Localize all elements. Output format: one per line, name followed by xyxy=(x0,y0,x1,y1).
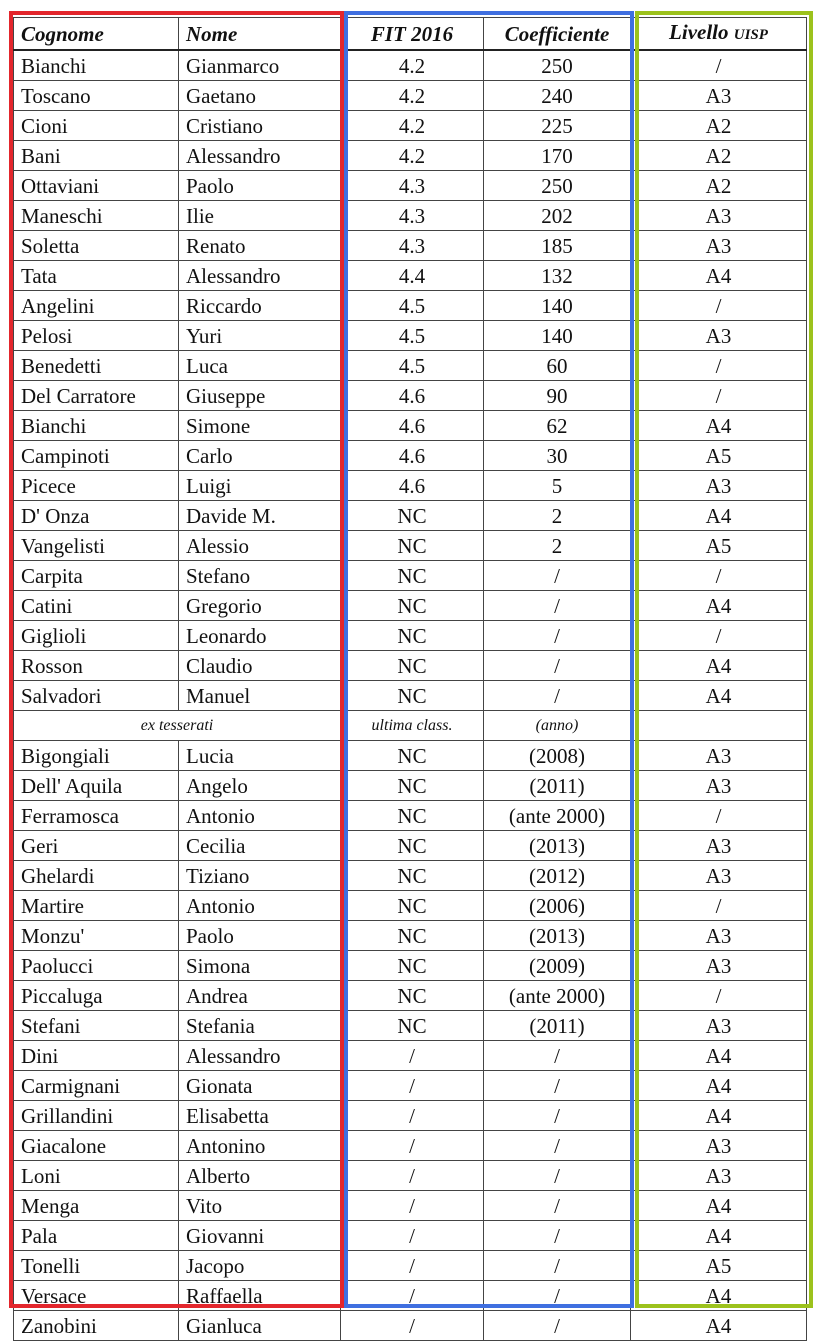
cell-fit: 4.3 xyxy=(341,171,484,201)
cell-cognome: Carpita xyxy=(14,561,179,591)
cell-livello: A2 xyxy=(631,111,807,141)
cell-fit: 4.5 xyxy=(341,291,484,321)
cell-fit: 4.3 xyxy=(341,231,484,261)
cell-cognome: Cioni xyxy=(14,111,179,141)
table-row xyxy=(14,1071,807,1101)
cell-livello: A4 xyxy=(631,411,807,441)
separator-livello xyxy=(631,711,807,741)
cell-nome: Elisabetta xyxy=(179,1101,341,1131)
cell-nome: Gionata xyxy=(179,1071,341,1101)
table-row xyxy=(14,171,807,201)
table-row xyxy=(14,1131,807,1161)
cell-fit: NC xyxy=(341,531,484,561)
table-row xyxy=(14,1101,807,1131)
cell-livello: / xyxy=(631,351,807,381)
cell-fit: 4.6 xyxy=(341,441,484,471)
cell-fit: 4.3 xyxy=(341,201,484,231)
cell-cognome: Bianchi xyxy=(14,50,179,81)
header-nome: Nome xyxy=(179,18,341,51)
cell-livello: / xyxy=(631,891,807,921)
cell-coefficiente: (2012) xyxy=(484,861,631,891)
cell-nome: Alessio xyxy=(179,531,341,561)
cell-nome: Giovanni xyxy=(179,1221,341,1251)
cell-fit: 4.6 xyxy=(341,471,484,501)
cell-coefficiente: / xyxy=(484,1161,631,1191)
table-row xyxy=(14,351,807,381)
cell-livello: / xyxy=(631,801,807,831)
cell-coefficiente: 170 xyxy=(484,141,631,171)
cell-coefficiente: 90 xyxy=(484,381,631,411)
table-row xyxy=(14,501,807,531)
cell-livello: A3 xyxy=(631,861,807,891)
cell-fit: / xyxy=(341,1311,484,1341)
cell-fit: NC xyxy=(341,981,484,1011)
cell-fit: / xyxy=(341,1131,484,1161)
cell-livello: A4 xyxy=(631,261,807,291)
cell-fit: / xyxy=(341,1191,484,1221)
cell-coefficiente: (ante 2000) xyxy=(484,981,631,1011)
cell-fit: NC xyxy=(341,1011,484,1041)
cell-nome: Cecilia xyxy=(179,831,341,861)
cell-coefficiente: 185 xyxy=(484,231,631,261)
table-row xyxy=(14,291,807,321)
table-row xyxy=(14,111,807,141)
cell-fit: 4.2 xyxy=(341,50,484,81)
cell-nome: Yuri xyxy=(179,321,341,351)
cell-livello: A3 xyxy=(631,951,807,981)
cell-livello: A4 xyxy=(631,591,807,621)
cell-fit: 4.6 xyxy=(341,411,484,441)
cell-livello: A4 xyxy=(631,1191,807,1221)
cell-cognome: Pelosi xyxy=(14,321,179,351)
cell-fit: NC xyxy=(341,741,484,771)
table-row xyxy=(14,1041,807,1071)
table-row xyxy=(14,681,807,711)
cell-livello: A3 xyxy=(631,771,807,801)
cell-coefficiente: / xyxy=(484,1221,631,1251)
cell-nome: Alberto xyxy=(179,1161,341,1191)
cell-cognome: Paolucci xyxy=(14,951,179,981)
cell-nome: Andrea xyxy=(179,981,341,1011)
cell-cognome: Del Carratore xyxy=(14,381,179,411)
cell-cognome: Loni xyxy=(14,1161,179,1191)
cell-fit: / xyxy=(341,1281,484,1311)
header-livello-uisp: UISP xyxy=(733,27,768,43)
cell-livello: A3 xyxy=(631,201,807,231)
table-row xyxy=(14,1221,807,1251)
cell-nome: Tiziano xyxy=(179,861,341,891)
cell-nome: Paolo xyxy=(179,921,341,951)
header-row xyxy=(14,18,807,51)
cell-cognome: Stefani xyxy=(14,1011,179,1041)
cell-nome: Ilie xyxy=(179,201,341,231)
table-row xyxy=(14,861,807,891)
cell-cognome: D' Onza xyxy=(14,501,179,531)
cell-fit: NC xyxy=(341,561,484,591)
cell-nome: Angelo xyxy=(179,771,341,801)
cell-livello: A4 xyxy=(631,681,807,711)
table-row xyxy=(14,261,807,291)
former-members xyxy=(14,741,807,1341)
table-row xyxy=(14,741,807,771)
cell-livello: A5 xyxy=(631,531,807,561)
separator-label: ex tesserati xyxy=(14,711,341,741)
cell-fit: NC xyxy=(341,861,484,891)
cell-fit: NC xyxy=(341,501,484,531)
table-row xyxy=(14,951,807,981)
header-livello-label: Livello xyxy=(669,20,729,44)
cell-cognome: Campinoti xyxy=(14,441,179,471)
cell-coefficiente: / xyxy=(484,621,631,651)
cell-livello: A4 xyxy=(631,1311,807,1341)
cell-fit: 4.5 xyxy=(341,321,484,351)
cell-livello: A4 xyxy=(631,1071,807,1101)
cell-livello: A4 xyxy=(631,501,807,531)
cell-cognome: Grillandini xyxy=(14,1101,179,1131)
cell-livello: / xyxy=(631,561,807,591)
cell-cognome: Rosson xyxy=(14,651,179,681)
cell-coefficiente: 250 xyxy=(484,171,631,201)
cell-livello: A5 xyxy=(631,441,807,471)
cell-coefficiente: / xyxy=(484,1131,631,1161)
table-row xyxy=(14,1311,807,1341)
cell-cognome: Zanobini xyxy=(14,1311,179,1341)
table-row xyxy=(14,141,807,171)
cell-cognome: Tonelli xyxy=(14,1251,179,1281)
cell-livello: A3 xyxy=(631,1131,807,1161)
cell-nome: Giuseppe xyxy=(179,381,341,411)
cell-coefficiente: 140 xyxy=(484,321,631,351)
table-row xyxy=(14,921,807,951)
cell-fit: NC xyxy=(341,831,484,861)
cell-cognome: Vangelisti xyxy=(14,531,179,561)
separator-section xyxy=(14,711,807,741)
cell-livello: A2 xyxy=(631,171,807,201)
cell-nome: Antonino xyxy=(179,1131,341,1161)
cell-fit: / xyxy=(341,1101,484,1131)
table-row xyxy=(14,471,807,501)
cell-coefficiente: 62 xyxy=(484,411,631,441)
cell-livello: A3 xyxy=(631,1161,807,1191)
cell-cognome: Dini xyxy=(14,1041,179,1071)
cell-fit: NC xyxy=(341,891,484,921)
table-row xyxy=(14,1011,807,1041)
cell-cognome: Ferramosca xyxy=(14,801,179,831)
cell-coefficiente: 240 xyxy=(484,81,631,111)
cell-cognome: Piccaluga xyxy=(14,981,179,1011)
cell-nome: Renato xyxy=(179,231,341,261)
cell-fit: NC xyxy=(341,951,484,981)
cell-fit: / xyxy=(341,1251,484,1281)
cell-fit: 4.4 xyxy=(341,261,484,291)
table-row xyxy=(14,81,807,111)
cell-coefficiente: / xyxy=(484,1281,631,1311)
cell-nome: Claudio xyxy=(179,651,341,681)
cell-coefficiente: / xyxy=(484,681,631,711)
table-row xyxy=(14,891,807,921)
cell-cognome: Catini xyxy=(14,591,179,621)
cell-livello: A3 xyxy=(631,81,807,111)
cell-cognome: Monzu' xyxy=(14,921,179,951)
cell-cognome: Geri xyxy=(14,831,179,861)
cell-fit: NC xyxy=(341,591,484,621)
cell-nome: Antonio xyxy=(179,801,341,831)
cell-nome: Gregorio xyxy=(179,591,341,621)
separator-row xyxy=(14,711,807,741)
cell-livello: A3 xyxy=(631,231,807,261)
cell-fit: 4.6 xyxy=(341,381,484,411)
cell-coefficiente: / xyxy=(484,1041,631,1071)
current-members xyxy=(14,50,807,711)
cell-coefficiente: (2011) xyxy=(484,1011,631,1041)
table-row xyxy=(14,1281,807,1311)
cell-coefficiente: (2013) xyxy=(484,831,631,861)
cell-cognome: Angelini xyxy=(14,291,179,321)
table-row xyxy=(14,591,807,621)
cell-nome: Cristiano xyxy=(179,111,341,141)
cell-livello: A3 xyxy=(631,471,807,501)
cell-cognome: Picece xyxy=(14,471,179,501)
cell-nome: Antonio xyxy=(179,891,341,921)
cell-coefficiente: / xyxy=(484,561,631,591)
cell-coefficiente: 132 xyxy=(484,261,631,291)
table-row xyxy=(14,50,807,81)
cell-nome: Riccardo xyxy=(179,291,341,321)
table-row xyxy=(14,651,807,681)
cell-nome: Lucia xyxy=(179,741,341,771)
cell-fit: NC xyxy=(341,771,484,801)
cell-coefficiente: (ante 2000) xyxy=(484,801,631,831)
cell-cognome: Salvadori xyxy=(14,681,179,711)
cell-coefficiente: / xyxy=(484,1311,631,1341)
cell-nome: Simone xyxy=(179,411,341,441)
cell-nome: Davide M. xyxy=(179,501,341,531)
table-row xyxy=(14,621,807,651)
cell-coefficiente: 5 xyxy=(484,471,631,501)
cell-nome: Manuel xyxy=(179,681,341,711)
cell-coefficiente: 30 xyxy=(484,441,631,471)
cell-fit: / xyxy=(341,1161,484,1191)
cell-cognome: Giacalone xyxy=(14,1131,179,1161)
table-row xyxy=(14,1251,807,1281)
table-row xyxy=(14,381,807,411)
cell-fit: NC xyxy=(341,681,484,711)
cell-coefficiente: 202 xyxy=(484,201,631,231)
cell-fit: / xyxy=(341,1071,484,1101)
cell-cognome: Dell' Aquila xyxy=(14,771,179,801)
cell-livello: A4 xyxy=(631,1041,807,1071)
cell-cognome: Tata xyxy=(14,261,179,291)
cell-nome: Stefano xyxy=(179,561,341,591)
cell-nome: Jacopo xyxy=(179,1251,341,1281)
cell-fit: 4.2 xyxy=(341,141,484,171)
cell-livello: A3 xyxy=(631,831,807,861)
cell-cognome: Toscano xyxy=(14,81,179,111)
cell-livello: A2 xyxy=(631,141,807,171)
cell-livello: A3 xyxy=(631,321,807,351)
players-table xyxy=(13,17,807,1341)
cell-livello: A4 xyxy=(631,651,807,681)
table-row xyxy=(14,531,807,561)
header-cognome: Cognome xyxy=(14,18,179,51)
cell-nome: Leonardo xyxy=(179,621,341,651)
header-fit: FIT 2016 xyxy=(341,18,484,51)
table-row xyxy=(14,441,807,471)
table-row xyxy=(14,321,807,351)
cell-livello: / xyxy=(631,621,807,651)
cell-cognome: Bani xyxy=(14,141,179,171)
table-row xyxy=(14,801,807,831)
separator-coeff: (anno) xyxy=(484,711,631,741)
table-row xyxy=(14,771,807,801)
table-row xyxy=(14,201,807,231)
cell-cognome: Martire xyxy=(14,891,179,921)
cell-nome: Luigi xyxy=(179,471,341,501)
cell-coefficiente: / xyxy=(484,1191,631,1221)
cell-nome: Stefania xyxy=(179,1011,341,1041)
cell-nome: Raffaella xyxy=(179,1281,341,1311)
cell-coefficiente: (2013) xyxy=(484,921,631,951)
cell-cognome: Versace xyxy=(14,1281,179,1311)
cell-cognome: Carmignani xyxy=(14,1071,179,1101)
cell-livello: / xyxy=(631,381,807,411)
cell-livello: A3 xyxy=(631,1011,807,1041)
cell-cognome: Soletta xyxy=(14,231,179,261)
cell-coefficiente: 250 xyxy=(484,50,631,81)
cell-coefficiente: 60 xyxy=(484,351,631,381)
cell-livello: A3 xyxy=(631,921,807,951)
cell-coefficiente: 140 xyxy=(484,291,631,321)
cell-coefficiente: 2 xyxy=(484,531,631,561)
cell-coefficiente: (2008) xyxy=(484,741,631,771)
cell-coefficiente: / xyxy=(484,1071,631,1101)
cell-coefficiente: / xyxy=(484,651,631,681)
cell-coefficiente: / xyxy=(484,591,631,621)
cell-fit: NC xyxy=(341,621,484,651)
cell-coefficiente: 2 xyxy=(484,501,631,531)
cell-fit: NC xyxy=(341,801,484,831)
cell-nome: Paolo xyxy=(179,171,341,201)
table-row xyxy=(14,561,807,591)
cell-nome: Carlo xyxy=(179,441,341,471)
cell-fit: NC xyxy=(341,651,484,681)
cell-nome: Luca xyxy=(179,351,341,381)
cell-fit: / xyxy=(341,1041,484,1071)
cell-nome: Simona xyxy=(179,951,341,981)
cell-cognome: Giglioli xyxy=(14,621,179,651)
cell-fit: NC xyxy=(341,921,484,951)
separator-fit: ultima class. xyxy=(341,711,484,741)
cell-coefficiente: (2009) xyxy=(484,951,631,981)
cell-cognome: Menga xyxy=(14,1191,179,1221)
cell-cognome: Maneschi xyxy=(14,201,179,231)
cell-cognome: Ghelardi xyxy=(14,861,179,891)
table-row xyxy=(14,1191,807,1221)
cell-fit: 4.2 xyxy=(341,81,484,111)
cell-cognome: Pala xyxy=(14,1221,179,1251)
cell-fit: / xyxy=(341,1221,484,1251)
cell-coefficiente: 225 xyxy=(484,111,631,141)
table-row xyxy=(14,231,807,261)
cell-nome: Gianmarco xyxy=(179,50,341,81)
cell-coefficiente: (2011) xyxy=(484,771,631,801)
cell-fit: 4.2 xyxy=(341,111,484,141)
cell-cognome: Bianchi xyxy=(14,411,179,441)
cell-nome: Alessandro xyxy=(179,1041,341,1071)
cell-coefficiente: / xyxy=(484,1251,631,1281)
cell-livello: / xyxy=(631,291,807,321)
cell-coefficiente: / xyxy=(484,1101,631,1131)
cell-cognome: Bigongiali xyxy=(14,741,179,771)
cell-livello: A3 xyxy=(631,741,807,771)
cell-cognome: Benedetti xyxy=(14,351,179,381)
cell-nome: Gaetano xyxy=(179,81,341,111)
cell-coefficiente: (2006) xyxy=(484,891,631,921)
cell-nome: Vito xyxy=(179,1191,341,1221)
cell-nome: Gianluca xyxy=(179,1311,341,1341)
table-row xyxy=(14,981,807,1011)
table-row xyxy=(14,831,807,861)
cell-livello: A4 xyxy=(631,1101,807,1131)
cell-nome: Alessandro xyxy=(179,141,341,171)
cell-livello: A5 xyxy=(631,1251,807,1281)
table-row xyxy=(14,1161,807,1191)
cell-cognome: Ottaviani xyxy=(14,171,179,201)
table-row xyxy=(14,411,807,441)
cell-fit: 4.5 xyxy=(341,351,484,381)
cell-livello: A4 xyxy=(631,1281,807,1311)
cell-livello: / xyxy=(631,50,807,81)
cell-nome: Alessandro xyxy=(179,261,341,291)
header-livello xyxy=(631,18,807,51)
cell-livello: / xyxy=(631,981,807,1011)
header-coefficiente: Coefficiente xyxy=(484,18,631,51)
cell-livello: A4 xyxy=(631,1221,807,1251)
